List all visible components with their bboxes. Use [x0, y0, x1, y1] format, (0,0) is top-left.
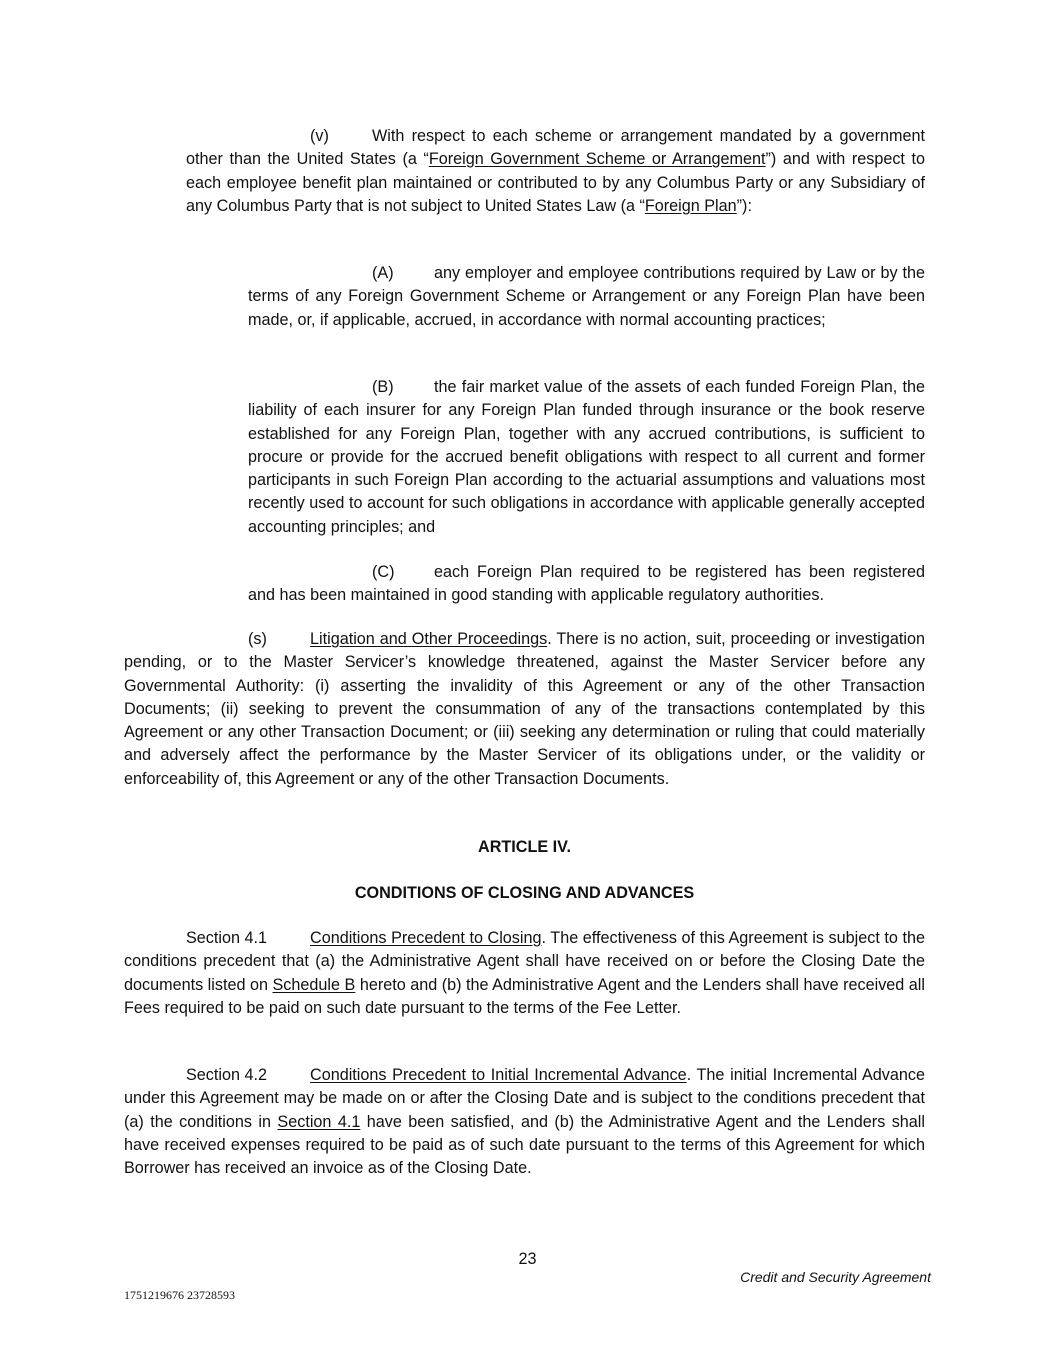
footer-document-title: Credit and Security Agreement	[740, 1269, 931, 1285]
defined-term: Foreign Plan	[644, 196, 737, 215]
cross-reference: Schedule B	[272, 975, 356, 994]
section-4-2: Section 4.2 Conditions Precedent to Initial Incremental Advance. The initial Incremental Advance under this Agreement may be made on or after the Closing Date and is subject to the conditions precedent that (a) the conditions in Section 4.1 have been satisfied, and (b) the Administrative Agent and the Lenders shall have received expenses required to be paid as of such date pursuant to the terms of this Agreement for which Borrower has received an invoice as of the Closing Date.	[124, 1066, 926, 1178]
section-4-1: Section 4.1 Conditions Precedent to Closing. The effectiveness of this Agreement is subject to the conditions precedent that (a) the Administrative Agent shall have received on or before the Closing Date the documents listed on Schedule B hereto and (b) the Administrative Agent and the Lenders shall have received all Fees required to be paid on such date pursuant to the terms of the Fee Letter.	[124, 929, 925, 1017]
paragraph-B: (B) the fair market value of the assets of each funded Foreign Plan, the liability of each insurer for any Foreign Plan funded through insurance or the book reserve established for any Foreign Plan, together with any accrued contributions, is sufficient to procure or provide for the accrued benefit obligations with respect to all current and former participants in such Foreign Plan according to the actuarial assumptions and valuations most recently used to account for such obligations in accordance with applicable generally accepted accounting principles; and	[248, 378, 925, 536]
paragraph-label: (A)	[372, 264, 394, 282]
section-heading: Litigation and Other Proceedings	[310, 630, 548, 648]
page-number: 23	[518, 1250, 537, 1268]
defined-term: Foreign Government Scheme or Arrangement	[428, 150, 766, 169]
section-heading: Conditions Precedent to Initial Incremental Advance	[310, 1066, 687, 1084]
paragraph-s: (s) Litigation and Other Proceedings. There is no action, suit, proceeding or investigation pending, or to the Master Servicer’s knowledge threatened, against the Master Servicer before any Governmental Authority: (i) asserting the invalidity of this Agreement or any of the other Transaction Documents; (ii) seeking to prevent the consummation of any of the transactions contemplated by this Agreement or any other Transaction Document; or (iii) seeking any determination or ruling that could materially and adversely affect the performance by the Master Servicer of its obligations under, or the validity or enforceability of, this Agreement or any of the other Transaction Documents.	[124, 630, 925, 788]
section-label: Section 4.1	[186, 929, 267, 947]
document-id: 1751219676 23728593	[124, 1288, 235, 1302]
paragraph-A: (A) any employer and employee contributions required by Law or by the terms of any Foreign Government Scheme or Arrangement or any Foreign Plan have been made, or, if applicable, accrued, in accordance with normal accounting practices;	[248, 264, 925, 329]
paragraph-C: (C) each Foreign Plan required to be registered has been registered and has been maintained in good standing with applicable regulatory authorities.	[248, 563, 925, 605]
paragraph-label: (B)	[372, 378, 394, 396]
article-subtitle: CONDITIONS OF CLOSING AND ADVANCES	[354, 884, 695, 902]
paragraph-label: (v)	[310, 127, 329, 145]
article-title: ARTICLE IV.	[478, 838, 571, 856]
cross-reference: Section 4.1	[277, 1112, 361, 1131]
section-heading: Conditions Precedent to Closing	[310, 929, 542, 947]
paragraph-label: (C)	[372, 563, 395, 581]
paragraph-v: (v) With respect to each scheme or arrangement mandated by a government other than the United States (a “Foreign Government Scheme or Arrangement”) and with respect to each employee benefit plan maintained or contributed to by any Columbus Party or any Subsidiary of any Columbus Party that is not subject to United States Law (a “Foreign Plan”):	[186, 127, 926, 215]
paragraph-label: (s)	[248, 630, 267, 648]
section-label: Section 4.2	[186, 1066, 267, 1084]
